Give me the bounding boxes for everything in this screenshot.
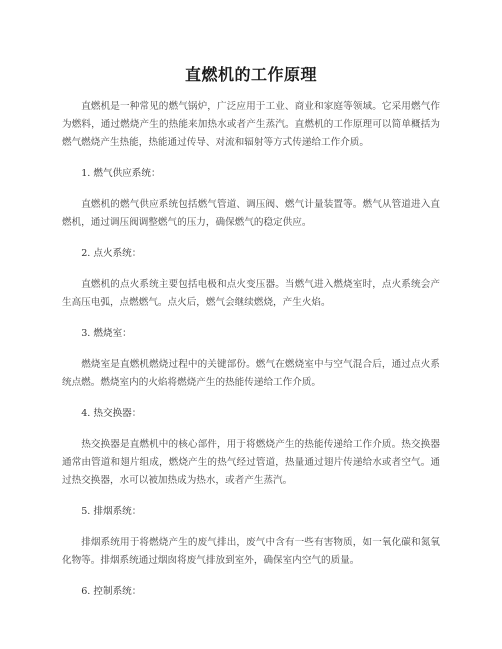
section-heading-gas-supply: 1. 燃气供应系统：	[81, 168, 161, 179]
section-body-exhaust: 排烟系统用于将燃烧产生的废气排出，废气中含有一些有害物质，如一氧化碳和氮氧化物等。排烟系统通过烟囱将废气排放到室外，确保室内空气的质量。	[62, 537, 440, 566]
document-body	[62, 98, 440, 614]
page-title: 直燃机的工作原理	[184, 65, 317, 84]
section-body-heat-exchanger: 热交换器是直燃机中的核心部件，用于将燃烧产生的热能传递给工作介质。热交换器通常由管道和翅片组成，燃烧产生的热气经过管道，热量通过翅片传递给水或者空气。通过热交换器，水可以被加热成为热水，或者产生蒸汽。	[62, 439, 440, 486]
section-heading-combustion-chamber: 3. 燃烧室：	[81, 328, 132, 339]
section-heading-ignition: 2. 点火系统：	[81, 248, 142, 259]
section-body-ignition: 直燃机的点火系统主要包括电极和点火变压器。当燃气进入燃烧室时，点火系统会产生高压电弧，点燃燃气。点火后，燃气会继续燃烧，产生火焰。	[62, 279, 440, 308]
section-body-gas-supply: 直燃机的燃气供应系统包括燃气管道、调压阀、燃气计量装置等。燃气从管道进入直燃机，通过调压阀调整燃气的压力，确保燃气的稳定供应。	[62, 199, 440, 228]
intro-paragraph: 直燃机是一种常见的燃气锅炉，广泛应用于工业、商业和家庭等领域。它采用燃气作为燃料，通过燃烧产生的热能来加热水或者产生蒸汽。直燃机的工作原理可以简单概括为燃气燃烧产生热能，热能通过传导、对流和辐射等方式传递给工作介质。	[62, 101, 440, 148]
section-body-combustion-chamber: 燃烧室是直燃机燃烧过程中的关键部份。燃气在燃烧室中与空气混合后，通过点火系统点燃。燃烧室内的火焰将燃烧产生的热能传递给工作介质。	[62, 359, 440, 388]
section-heading-heat-exchanger: 4. 热交换器：	[81, 408, 142, 419]
section-heading-control: 6. 控制系统：	[81, 586, 142, 597]
section-heading-exhaust: 5. 排烟系统：	[81, 506, 142, 517]
